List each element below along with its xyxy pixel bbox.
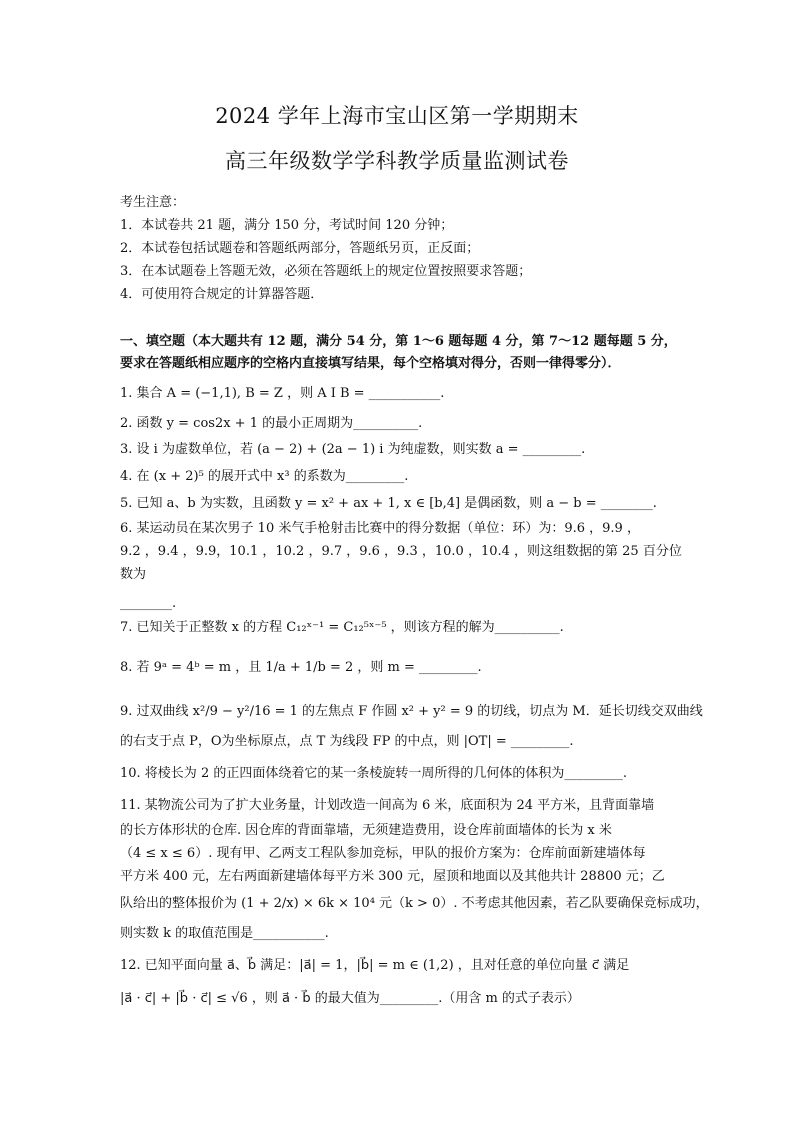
question-9-line2: 的右支于点 P，O为坐标原点，点 T 为线段 FP 的中点，则 |OT| = _________. [120,734,574,749]
notice-item-4: 4．可使用符合规定的计算器答题． [120,287,324,302]
exam-title-line2: 高三年级数学学科教学质量监测试卷 [225,149,569,173]
section-heading-line1: 一、填空题（本大题共有 12 题，满分 54 分，第 1～6 题每题 4 分，第 7～12 题每题 5 分， [120,334,677,349]
question-8: 8. 若 9ᵃ = 4ᵇ = m ，且 1/a + 1/b = 2 ，则 m = _________. [120,660,482,675]
question-12-line1: 12. 已知平面向量 a⃗、b⃗ 满足：|a⃗| = 1，|b⃗| = m ∈ (1,2) ，且对任意的单位向量 c⃗ 满足 [120,958,630,973]
question-7: 7. 已知关于正整数 x 的方程 C₁₂ˣ⁻¹ = C₁₂⁵ˣ⁻⁵ ，则该方程的解为__________. [120,620,564,635]
question-6-line2: 9.2 ，9.4 ，9.9，10.1 ，10.2 ，9.7 ，9.6 ，9.3 ，10.0 ，10.4 ，则这组数据的第 25 百分位 [120,544,682,559]
exam-title-line1: 2024 学年上海市宝山区第一学期期末 [215,104,579,128]
question-6-line3: 数为 [120,567,147,582]
question-11-line2: 的长方体形状的仓库. 因仓库的背面靠墙，无须建造费用，设仓库前面墙体的长为 x 米 [120,823,612,838]
question-9-line1: 9. 过双曲线 x²/9 − y²/16 = 1 的左焦点 F 作圆 x² + y² = 9 的切线，切点为 M．延长切线交双曲线 [120,704,703,719]
notice-item-1: 1．本试卷共 21 题，满分 150 分，考试时间 120 分钟； [120,218,454,233]
question-12-line2: |a⃗ · c⃗| + |b⃗ · c⃗| ≤ √6 ，则 a⃗ · b⃗ 的最大值为_________.（用含 m 的式子表示） [120,991,580,1006]
question-5: 5. 已知 a、b 为实数，且函数 y = x² + ax + 1, x ∈ [b,4] 是偶函数，则 a − b = ________. [120,496,657,511]
question-2: 2. 函数 y = cos2x + 1 的最小正周期为__________. [120,416,423,431]
question-1: 1. 集合 A = (−1,1), B = Z ，则 A I B = ___________. [120,386,445,401]
question-11-line4: 平方米 400 元，左右两面新建墙体每平方米 300 元，屋顶和地面以及其他共计 28800 元；乙 [120,869,665,884]
question-11-line3: （4 ≤ x ≤ 6）. 现有甲、乙两支工程队参加竞标，甲队的报价方案为：仓库前面新建墙体每 [120,846,646,861]
notice-heading: 考生注意： [120,195,186,210]
question-4: 4. 在 (x + 2)⁵ 的展开式中 x³ 的系数为_________. [120,469,409,484]
section-heading-line2: 要求在答题纸相应题序的空格内直接填写结果，每个空格填对得分，否则一律得零分）． [120,356,621,371]
notice-item-3: 3．在本试题卷上答题无效，必须在答题纸上的规定位置按照要求答题； [120,264,532,279]
question-11-line1: 11. 某物流公司为了扩大业务量，计划改造一间高为 6 米，底面积为 24 平方米，且背面靠墙 [120,798,655,813]
notice-item-2: 2．本试卷包括试题卷和答题纸两部分，答题纸另页，正反面； [120,241,480,256]
question-6-line1: 6. 某运动员在某次男子 10 米气手枪射击比赛中的得分数据（单位：环）为：9.6 ，9.9 ， [120,521,640,536]
question-11-line6: 则实数 k 的取值范围是___________. [120,926,329,941]
question-10: 10. 将棱长为 2 的正四面体绕着它的某一条棱旋转一周所得的几何体的体积为_________. [120,766,627,781]
question-3: 3. 设 i 为虚数单位，若 (a − 2) + (2a − 1) i 为纯虚数，则实数 a = _________. [120,442,586,457]
question-11-line5: 队给出的整体报价为 (1 + 2/x) × 6k × 10⁴ 元（k > 0）. 不考虑其他因素，若乙队要确保竞标成功， [120,896,709,911]
question-6-blank: ________. [120,596,177,611]
